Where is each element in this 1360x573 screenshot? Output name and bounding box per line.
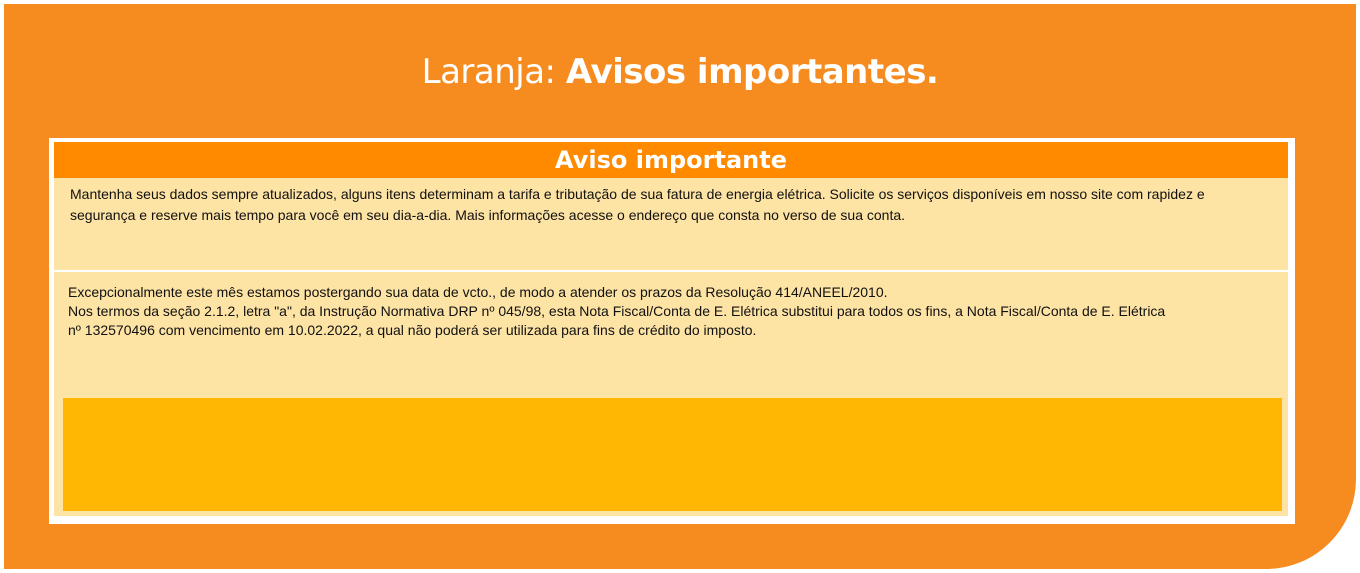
notice-text-1: Mantenha seus dados sempre atualizados, alguns itens determinam a tarifa e tributação de sua fatura de energia elétrica. Solicite os serviços disponíveis em nosso site com rapidez e segurança e reserve mais tempo para você em seu dia-a-dia. Mais informações acesse o endereço que consta no verso de sua conta. — [70, 186, 1205, 223]
page-title-light: Laranja: — [421, 52, 556, 92]
orange-frame — [4, 4, 1356, 569]
notice-2-line: nº 132570496 com vencimento em 10.02.2022, a qual não poderá ser utilizada para fins de crédito do imposto. — [68, 322, 757, 338]
notice-text-2 — [68, 283, 1268, 340]
page-title — [4, 50, 1356, 94]
notice-panel-title: Aviso importante — [54, 142, 1288, 178]
notice-panel-body — [54, 142, 1288, 516]
highlight-box — [63, 398, 1282, 511]
notice-panel — [49, 138, 1295, 524]
notice-2-line: Excepcionalmente este mês estamos postergando sua data de vcto., de modo a atender os prazos da Resolução 414/ANEEL/2010. — [68, 284, 888, 300]
notice-2-line: Nos termos da seção 2.1.2, letra "a", da Instrução Normativa DRP nº 045/98, esta Nota Fiscal/Conta de E. Elétrica substitui para todos os fins, a Nota Fiscal/Conta de E. Elétrica — [68, 303, 1166, 319]
page-title-bold: Avisos importantes. — [565, 52, 939, 92]
notice-divider — [54, 270, 1288, 272]
